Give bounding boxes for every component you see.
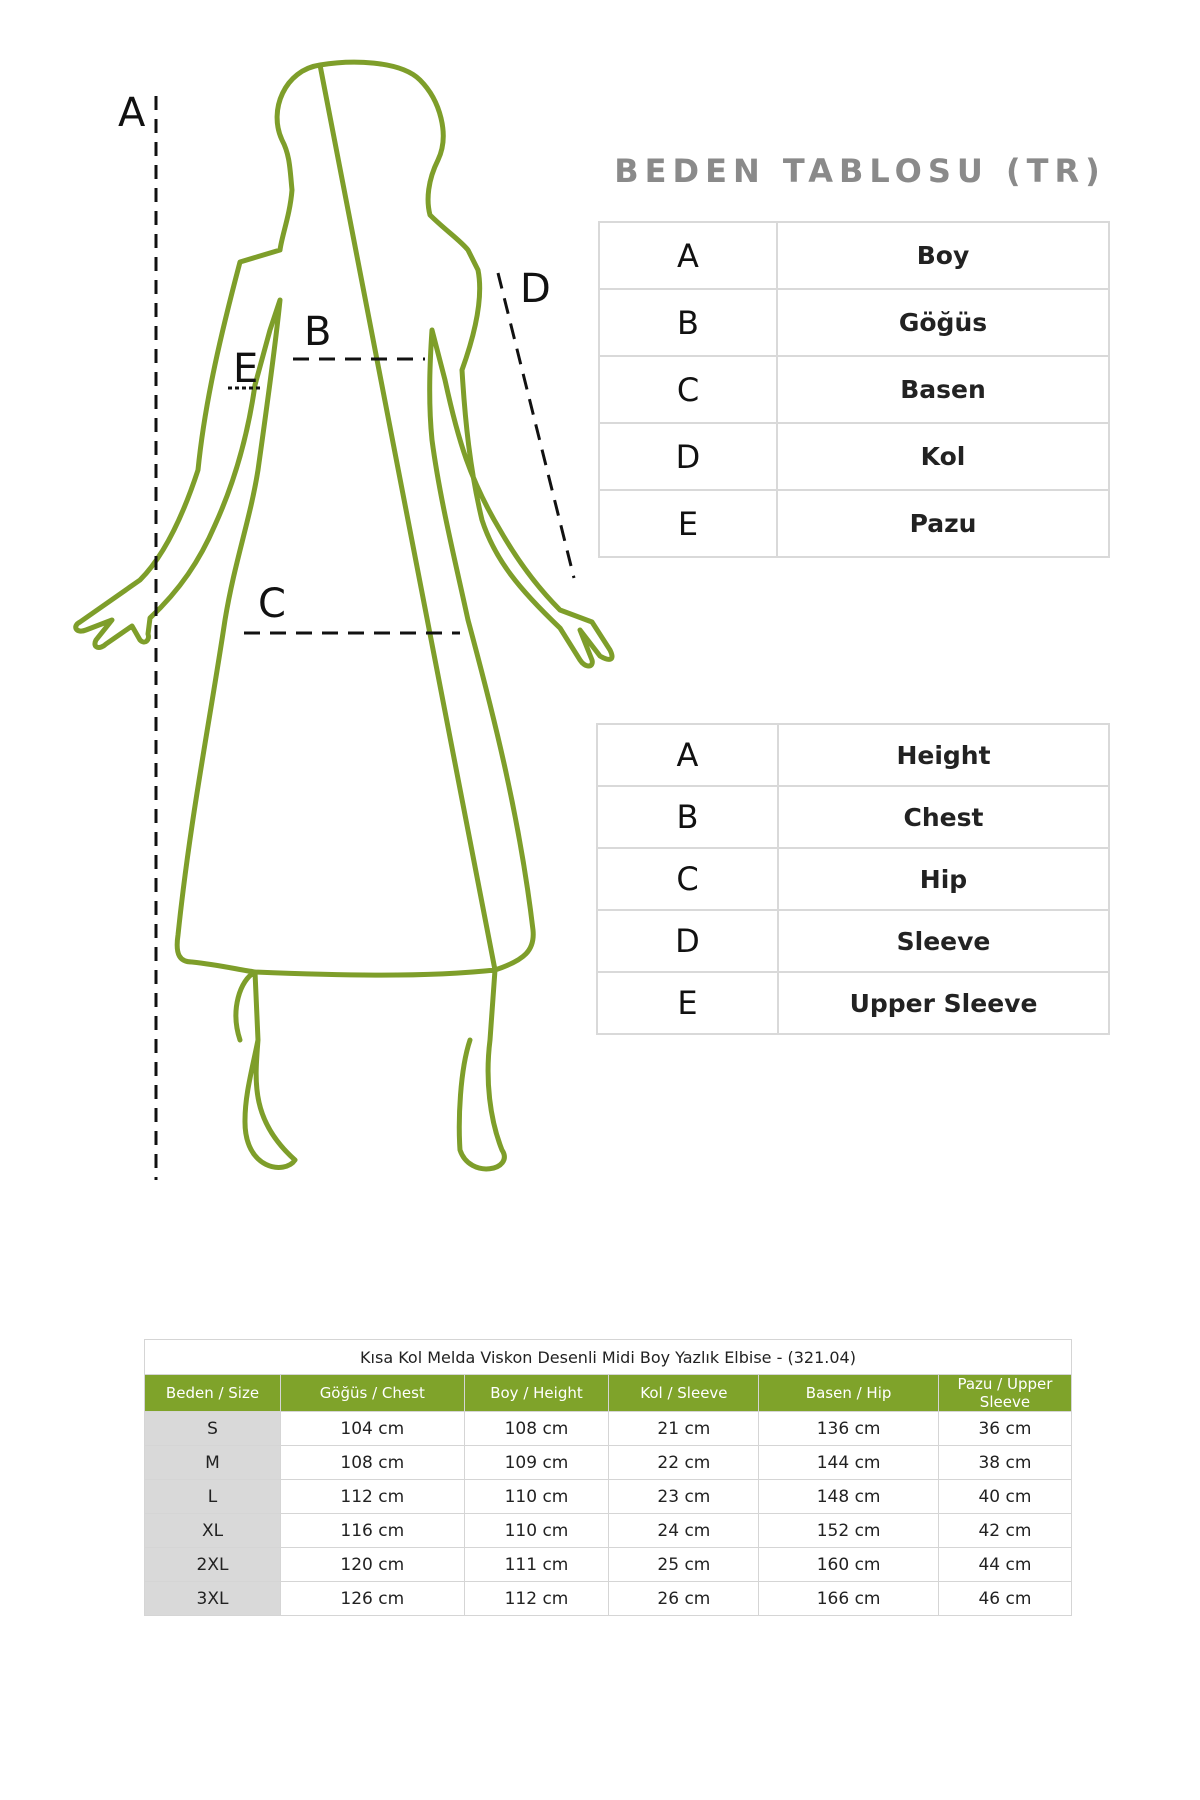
legend-value: Göğüs: [777, 289, 1109, 356]
measurement-cell: 38 cm: [938, 1446, 1071, 1480]
measurement-cell: 126 cm: [281, 1582, 465, 1616]
measurement-cell: 152 cm: [759, 1514, 939, 1548]
measurement-cell: 24 cm: [609, 1514, 759, 1548]
measurement-cell: 166 cm: [759, 1582, 939, 1616]
measurement-cell: 23 cm: [609, 1480, 759, 1514]
legend-key: A: [599, 222, 777, 289]
measurement-cell: 112 cm: [281, 1480, 465, 1514]
size-label-cell: 2XL: [145, 1548, 281, 1582]
size-table-header: Kol / Sleeve: [609, 1375, 759, 1412]
measurement-cell: 109 cm: [464, 1446, 609, 1480]
sleeve-dimension-line: [498, 273, 574, 578]
legend-value: Basen: [777, 356, 1109, 423]
measurement-cell: 108 cm: [464, 1412, 609, 1446]
legend-value: Hip: [778, 848, 1109, 910]
table-row: [145, 1480, 1072, 1514]
measurement-diagram: [0, 0, 640, 1200]
label-c: C: [258, 581, 286, 627]
measurement-cell: 148 cm: [759, 1480, 939, 1514]
size-label-cell: L: [145, 1480, 281, 1514]
size-label-cell: 3XL: [145, 1582, 281, 1616]
legend-value: Height: [778, 724, 1109, 786]
table-row: [145, 1548, 1072, 1582]
legend-row: [599, 222, 1109, 289]
measurement-cell: 112 cm: [464, 1582, 609, 1616]
measurement-cell: 22 cm: [609, 1446, 759, 1480]
table-row: [145, 1446, 1072, 1480]
measurement-cell: 42 cm: [938, 1514, 1071, 1548]
label-d: D: [520, 266, 551, 312]
size-table-header: Basen / Hip: [759, 1375, 939, 1412]
legend-key: C: [599, 356, 777, 423]
size-table-header-row: [145, 1375, 1072, 1412]
label-e: E: [233, 346, 259, 392]
size-label-cell: M: [145, 1446, 281, 1480]
size-label-cell: S: [145, 1412, 281, 1446]
measurement-cell: 110 cm: [464, 1514, 609, 1548]
legend-value: Upper Sleeve: [778, 972, 1109, 1034]
size-table-header: Göğüs / Chest: [281, 1375, 465, 1412]
legend-row: [599, 490, 1109, 557]
legend-value: Kol: [777, 423, 1109, 490]
page-title: BEDEN TABLOSU (TR): [614, 152, 1106, 190]
size-label-cell: XL: [145, 1514, 281, 1548]
size-table: [144, 1339, 1072, 1616]
measurement-cell: 136 cm: [759, 1412, 939, 1446]
legend-key: E: [599, 490, 777, 557]
legend-key: D: [599, 423, 777, 490]
legend-table-en: [596, 723, 1110, 1035]
size-table-caption-row: [145, 1340, 1072, 1375]
table-row: [145, 1412, 1072, 1446]
legend-row: [597, 724, 1109, 786]
legend-key: A: [597, 724, 778, 786]
table-row: [145, 1582, 1072, 1616]
size-table-header: Beden / Size: [145, 1375, 281, 1412]
legend-row: [599, 423, 1109, 490]
label-b: B: [304, 309, 332, 355]
measurement-cell: 25 cm: [609, 1548, 759, 1582]
measurement-cell: 111 cm: [464, 1548, 609, 1582]
measurement-cell: 26 cm: [609, 1582, 759, 1616]
legend-value: Chest: [778, 786, 1109, 848]
measurement-cell: 44 cm: [938, 1548, 1071, 1582]
measurement-cell: 110 cm: [464, 1480, 609, 1514]
legend-key: D: [597, 910, 778, 972]
measurement-cell: 40 cm: [938, 1480, 1071, 1514]
legend-value: Boy: [777, 222, 1109, 289]
table-row: [145, 1514, 1072, 1548]
label-a: A: [118, 90, 146, 136]
legend-key: C: [597, 848, 778, 910]
measurement-cell: 116 cm: [281, 1514, 465, 1548]
size-table-header: Pazu / Upper Sleeve: [938, 1375, 1071, 1412]
legend-row: [599, 289, 1109, 356]
legend-key: E: [597, 972, 778, 1034]
measurement-cell: 104 cm: [281, 1412, 465, 1446]
size-table-caption: Kısa Kol Melda Viskon Desenli Midi Boy Yazlık Elbise - (321.04): [145, 1340, 1072, 1375]
measurement-cell: 36 cm: [938, 1412, 1071, 1446]
legend-row: [597, 972, 1109, 1034]
legend-value: Sleeve: [778, 910, 1109, 972]
legend-row: [597, 848, 1109, 910]
legend-row: [597, 786, 1109, 848]
measurement-cell: 21 cm: [609, 1412, 759, 1446]
legend-row: [597, 910, 1109, 972]
measurement-cell: 160 cm: [759, 1548, 939, 1582]
legend-table-tr: [598, 221, 1110, 558]
measurement-cell: 144 cm: [759, 1446, 939, 1480]
legend-key: B: [597, 786, 778, 848]
legend-row: [599, 356, 1109, 423]
measurement-cell: 120 cm: [281, 1548, 465, 1582]
size-table-header: Boy / Height: [464, 1375, 609, 1412]
legend-value: Pazu: [777, 490, 1109, 557]
measurement-cell: 108 cm: [281, 1446, 465, 1480]
measurement-cell: 46 cm: [938, 1582, 1071, 1616]
legend-key: B: [599, 289, 777, 356]
